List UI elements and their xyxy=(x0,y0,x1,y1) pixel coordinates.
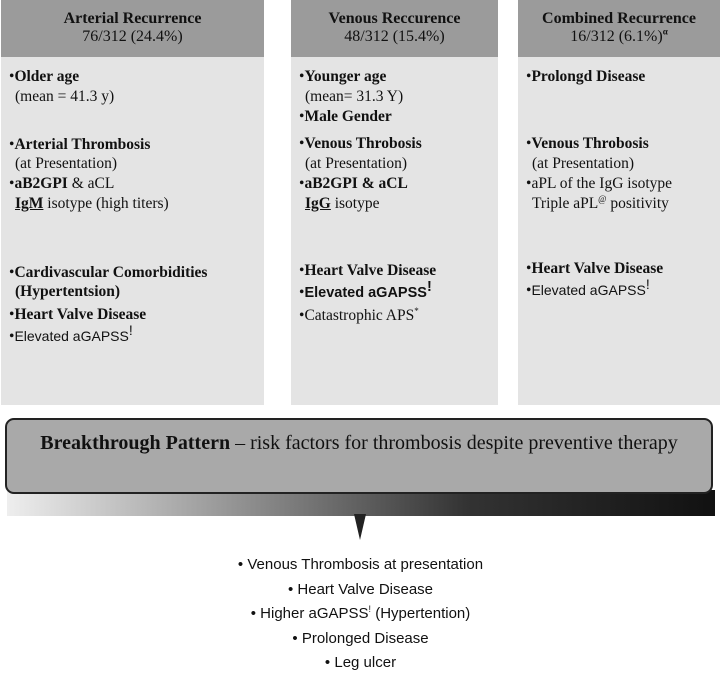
combined-valve: •Heart Valve Disease xyxy=(526,260,664,277)
venous-recurrence-panel xyxy=(291,0,498,405)
arterial-isotype: IgM isotype (high titers) xyxy=(15,195,169,212)
arterial-comorbidities: •Cardivascular Comorbidities xyxy=(9,264,208,281)
arterial-title: Arterial Recurrence xyxy=(63,10,202,27)
venous-isotype: IgG isotype xyxy=(305,195,380,212)
arterial-agapss: •Elevated aGAPSS! xyxy=(9,321,133,345)
banner-subtitle: – risk factors for thrombosis despite preventive therapy xyxy=(230,432,678,454)
venous-gender: •Male Gender xyxy=(299,108,392,125)
combined-header xyxy=(518,0,720,57)
venous-count: 48/312 (15.4%) xyxy=(344,28,445,45)
arterial-comorbidities-detail: (Hypertentsion) xyxy=(15,283,121,300)
combined-thrombosis: •Venous Throbosis xyxy=(526,135,649,152)
combined-apl: •aPL of the IgG isotype xyxy=(526,175,673,192)
breakthrough-factors-list xyxy=(0,553,721,676)
banner-title: Breakthrough Pattern xyxy=(40,432,231,454)
venous-agapss: •Elevated aGAPSS! xyxy=(299,278,432,301)
venous-thrombosis: •Venous Throbosis xyxy=(299,135,422,152)
combined-thrombosis-detail: (at Presentation) xyxy=(532,155,635,172)
combined-prolonged: •Prolongd Disease xyxy=(526,68,646,85)
venous-age: •Younger age xyxy=(299,68,387,85)
factor-venous-thrombosis: • Venous Thrombosis at presentation xyxy=(237,556,484,573)
factor-higher-agapss: • Higher aGAPSS! (Hypertention) xyxy=(250,604,471,622)
factor-heart-valve: • Heart Valve Disease xyxy=(287,580,434,598)
factor-prolonged-disease: • Prolonged Disease xyxy=(292,629,429,647)
combined-agapss: •Elevated aGAPSS! xyxy=(526,275,650,299)
combined-recurrence-panel xyxy=(518,0,720,405)
arterial-header xyxy=(1,0,264,57)
arterial-age-detail: (mean = 41.3 y) xyxy=(15,88,115,105)
arterial-recurrence-panel xyxy=(1,0,264,405)
venous-header xyxy=(291,0,498,57)
arterial-count: 76/312 (24.4%) xyxy=(82,28,183,45)
venous-caps: •Catastrophic APS* xyxy=(299,305,419,324)
arterial-thrombosis: •Arterial Thrombosis xyxy=(9,136,151,153)
pointer-arrow xyxy=(354,514,366,540)
arterial-age: •Older age xyxy=(9,68,80,85)
factor-leg-ulcer: • Leg ulcer xyxy=(324,654,397,671)
venous-age-detail: (mean= 31.3 Y) xyxy=(305,88,404,105)
venous-antibodies: •aB2GPI & aCL xyxy=(299,175,408,192)
combined-title: Combined Recurrence xyxy=(542,10,696,27)
venous-valve: •Heart Valve Disease xyxy=(299,262,437,279)
venous-thrombosis-detail: (at Presentation) xyxy=(305,155,408,172)
arterial-valve: •Heart Valve Disease xyxy=(9,306,147,323)
combined-triple: Triple aPL@ positivity xyxy=(532,193,669,212)
combined-count: 16/312 $(6.1\%)^\alpha$ xyxy=(570,26,668,45)
arterial-thrombosis-detail: (at Presentation) xyxy=(15,155,118,172)
venous-title: Venous Reccurence xyxy=(328,10,461,27)
arterial-antibodies: •aB2GPI & aCL xyxy=(9,175,115,192)
breakthrough-banner xyxy=(5,418,713,494)
